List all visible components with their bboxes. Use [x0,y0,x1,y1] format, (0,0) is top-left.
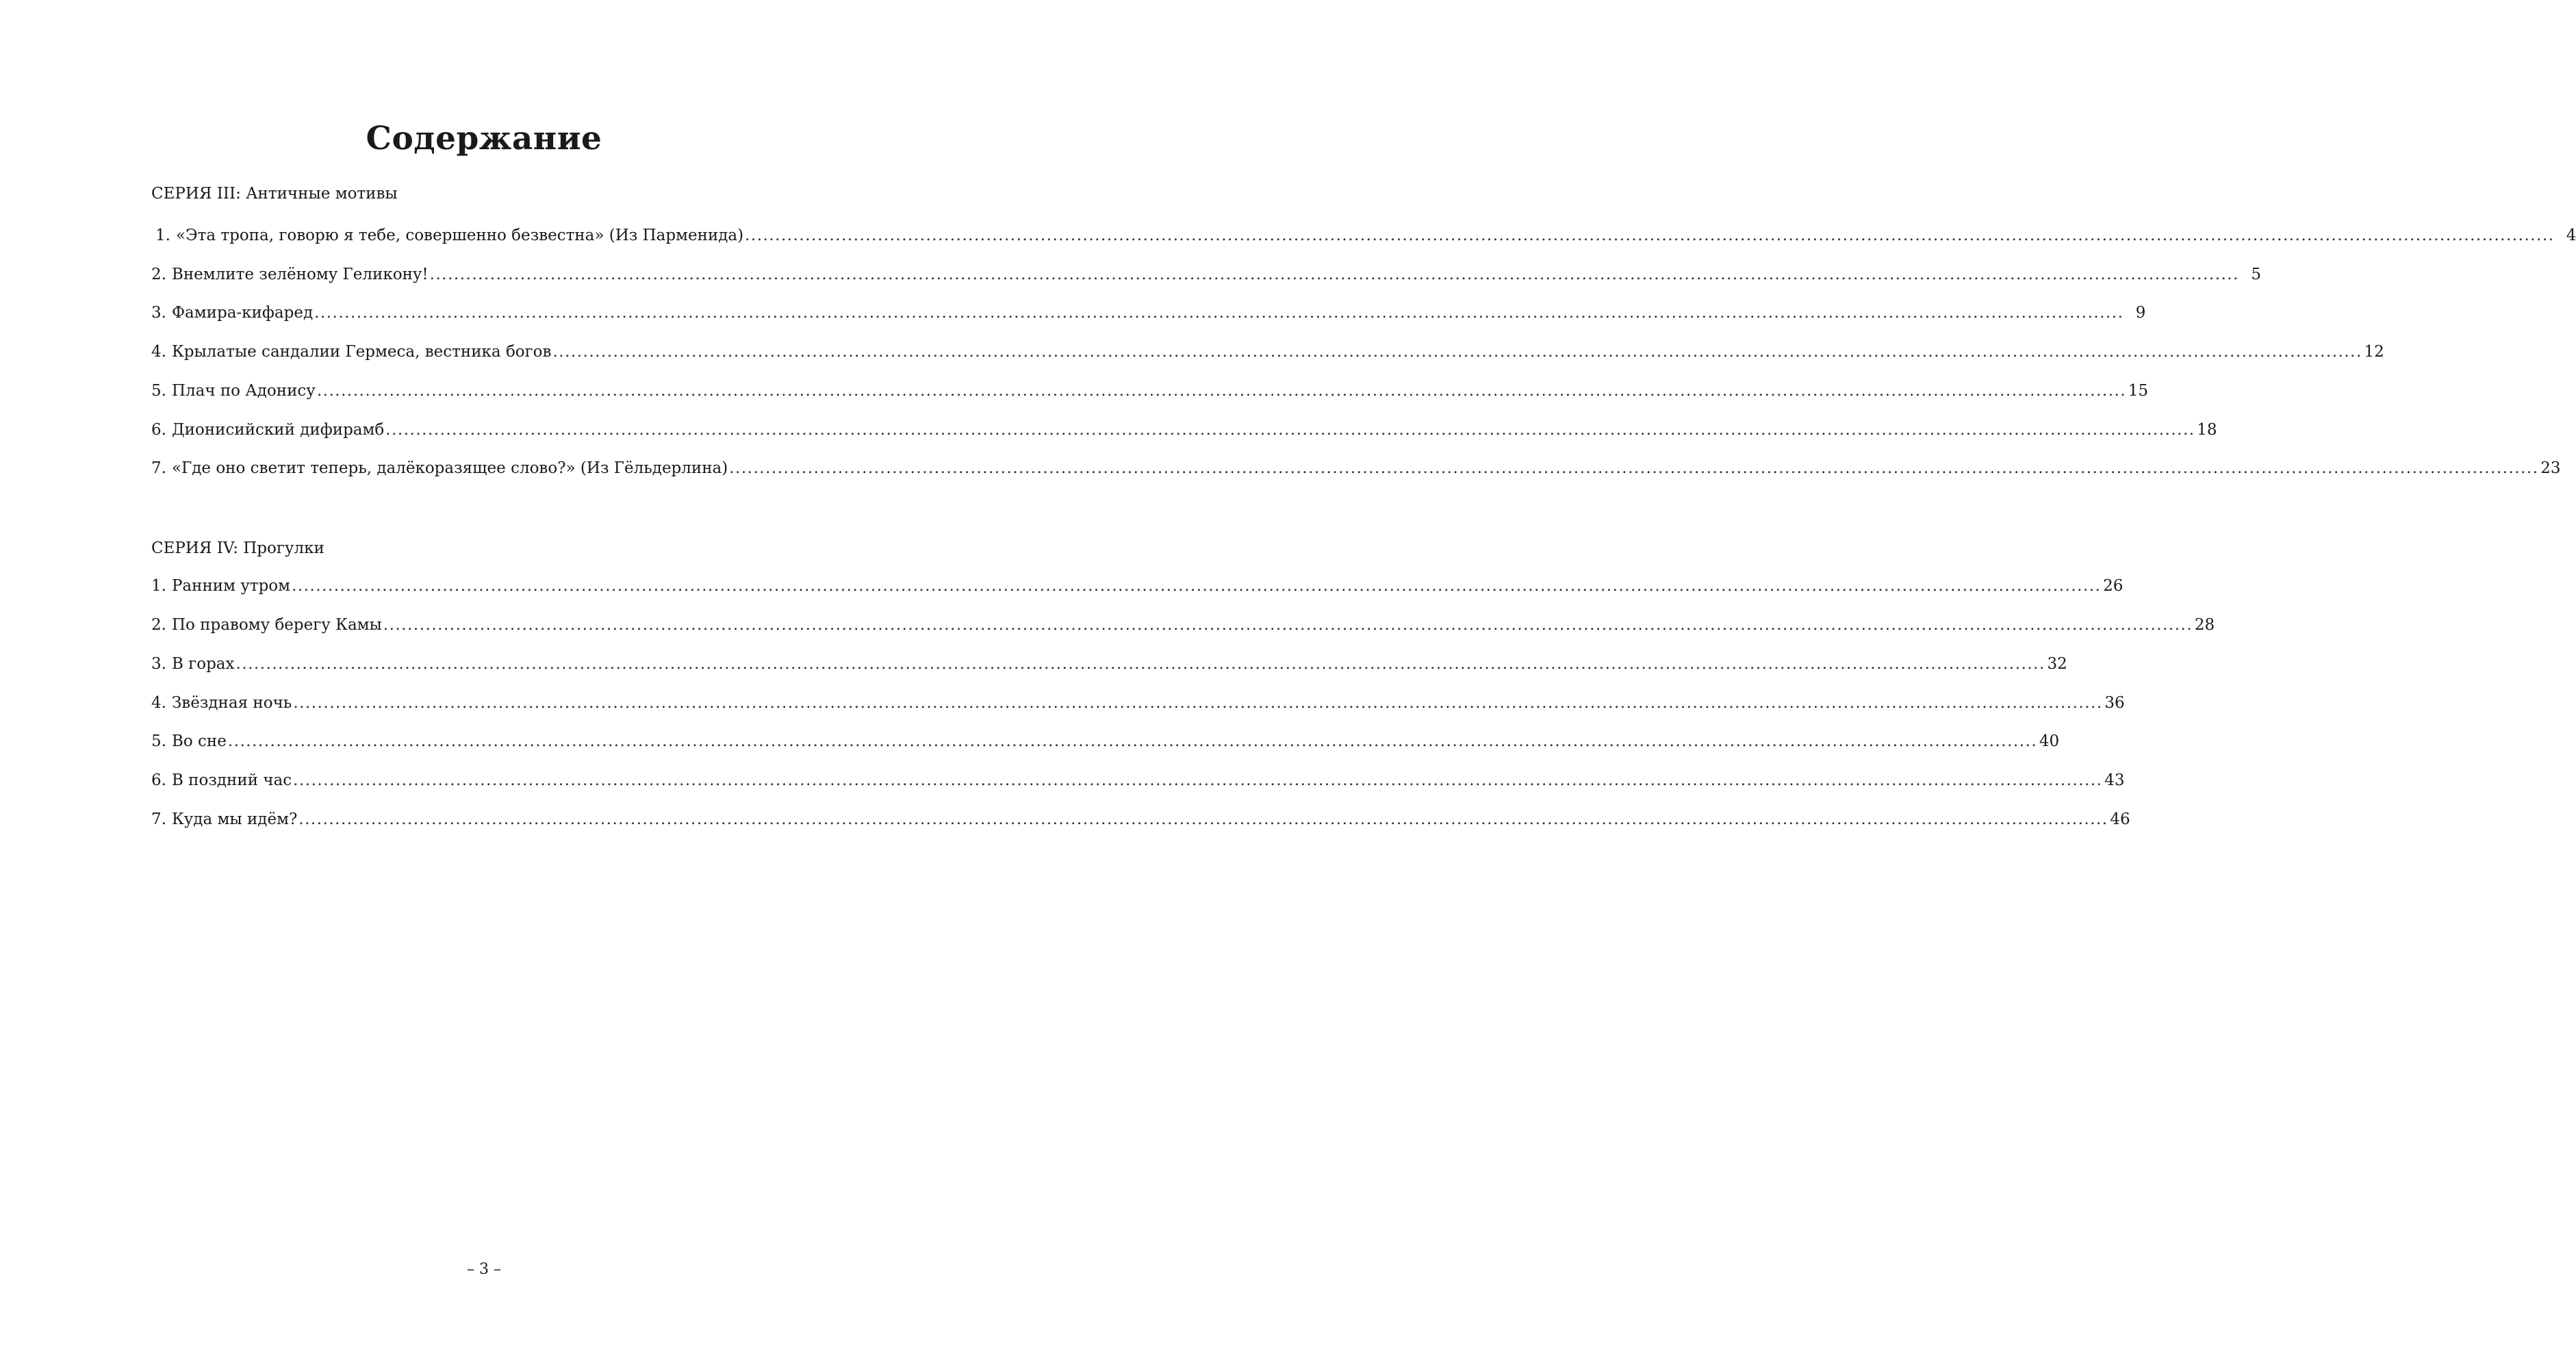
entry-page: 9 [2135,304,2146,322]
toc-entry[interactable] [151,769,2125,791]
entry-page: 23 [2540,459,2561,477]
entry-title: В горах [171,655,235,673]
entry-title: Дионисийский дифирамб [171,421,385,439]
toc-entry[interactable] [151,264,2261,285]
dot-leader: ............................................................................................................................................................................................................................................................................................................ [235,655,2045,673]
entry-title: «Где оно светит теперь, далёкоразящее слово?» (Из Гёльдерлина) [171,459,728,477]
dot-leader: ............................................................................................................................................................................................................................................................................................................ [383,616,2193,634]
entry-page: 28 [2194,616,2215,634]
entry-title: Фамира-кифаред [171,304,314,322]
entry-page: 43 [2104,771,2125,789]
entry-number: 7. [151,459,166,477]
dot-leader: ............................................................................................................................................................................................................................................................................................................ [293,771,2103,789]
toc-entry[interactable] [151,692,2125,714]
entry-number: 3. [151,655,166,673]
entry-number: 5. [151,382,166,400]
entry-page: 4 [2566,227,2576,244]
entry-number: 4. [151,343,166,361]
dot-leader: ............................................................................................................................................................................................................................................................................................................ [293,694,2103,712]
toc-entry[interactable] [151,419,2217,441]
entry-title: «Эта тропа, говорю я тебе, совершенно безвестна» (Из Парменида) [175,227,744,244]
entry-page: 26 [2103,577,2124,595]
entry-page: 32 [2047,655,2067,673]
section-heading: СЕРИЯ III: Античные мотивы [151,185,398,203]
dot-leader: ............................................................................................................................................................................................................................................................................................................ [745,227,2555,244]
dot-leader: ............................................................................................................................................................................................................................................................................................................ [429,266,2239,283]
toc-entry[interactable] [151,653,2067,675]
entry-number: 4. [151,694,166,712]
entry-title: В поздний час [171,771,292,789]
dot-leader: ............................................................................................................................................................................................................................................................................................................ [316,382,2127,400]
entry-number: 2. [151,266,166,283]
entry-number: 2. [151,616,166,634]
toc-entry[interactable] [151,808,2130,830]
dot-leader: ............................................................................................................................................................................................................................................................................................................ [552,343,2362,361]
toc-entry[interactable] [151,380,2149,402]
entry-number: 3. [151,304,166,322]
entry-title: Ранним утром [171,577,291,595]
entry-number: 6. [151,421,166,439]
entry-number: 1. [155,227,170,244]
entry-page: 40 [2039,732,2060,750]
entry-page: 12 [2364,343,2384,361]
dot-leader: ............................................................................................................................................................................................................................................................................................................ [385,421,2195,439]
entry-title: Плач по Адонису [171,382,316,400]
toc-entry[interactable] [151,341,2384,363]
entry-title: Крылатые сандалии Гермеса, вестника богов [171,343,552,361]
toc-entry[interactable] [151,614,2215,636]
toc-entry[interactable] [151,575,2124,597]
page-title: Содержание [366,120,602,158]
section-heading: СЕРИЯ IV: Прогулки [151,539,324,557]
entry-number: 1. [151,577,166,595]
entry-number: 6. [151,771,166,789]
toc-entry[interactable] [151,302,2146,324]
toc-entry[interactable] [151,730,2060,752]
entry-page: 18 [2197,421,2217,439]
entry-title: Куда мы идём? [171,810,298,828]
entry-title: По правому берегу Камы [171,616,382,634]
entry-page: 36 [2104,694,2125,712]
entry-title: Внемлите зелёному Геликону! [171,266,429,283]
toc-entry[interactable] [151,457,2561,479]
entry-page: 15 [2128,382,2149,400]
toc-entry[interactable] [151,225,2576,246]
entry-title: Звёздная ночь [171,694,292,712]
dot-leader: ............................................................................................................................................................................................................................................................................................................ [314,304,2124,322]
dot-leader: ............................................................................................................................................................................................................................................................................................................ [298,810,2108,828]
entry-title: Во сне [171,732,227,750]
entry-number: 5. [151,732,166,750]
entry-page: 5 [2251,266,2261,283]
entry-number: 7. [151,810,166,828]
dot-leader: ............................................................................................................................................................................................................................................................................................................ [729,459,2539,477]
entry-page: 46 [2110,810,2130,828]
page-number: – 3 – [467,1261,501,1278]
dot-leader: ............................................................................................................................................................................................................................................................................................................ [292,577,2102,595]
dot-leader: ............................................................................................................................................................................................................................................................................................................ [227,732,2038,750]
